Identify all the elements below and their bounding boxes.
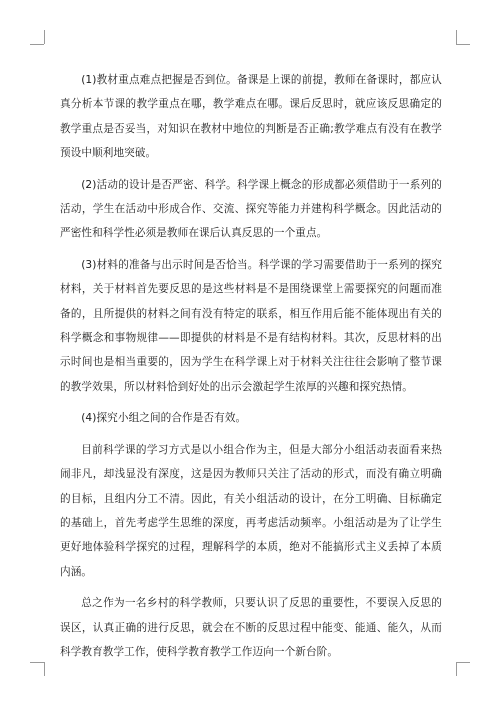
paragraph-2: (2)活动的设计是否严密、科学。科学课上概念的形成都必须借助于一系列的活动，学生在活动中形成合作、交流、探究等能力并建构科学概念。因此活动的严密性和科学性必须是教师在课后认真反思的一个重点。 <box>60 178 442 240</box>
crop-mark-bottom-left-v <box>44 662 45 676</box>
paragraph-1: (1)教材重点难点把握是否到位。备课是上课的前提，教师在备课时，都应认真分析本节课的教学重点在哪，教学难点在哪。课后反思时，就应该反思确定的教学重点是否妥当，对知识在教材中地位的判断是否正确;教学难点有没有在教学预设中顺利地突破。 <box>60 74 442 160</box>
crop-mark-top-right-h <box>456 44 470 45</box>
crop-mark-top-left-v <box>44 30 45 44</box>
crop-mark-top-left-h <box>30 44 44 45</box>
document-body <box>60 68 442 671</box>
paragraph-3: (3)材料的准备与出示时间是否恰当。科学课的学习需要借助于一系列的探究材料，关于材料首先要反思的是这些材料是不是围绕课堂上需要探究的问题而准备的，且所提供的材料之间有没有特定的联系，相互作用后能不能体现出有关的科学概念和事物规律——即提供的材料是不是有结构材料。其次，反思材料的出示时间也是相当重要的，因为学生在科学课上对于材料关注往往会影响了整节课的教学效果，所以材料恰到好处的出示会激起学生浓厚的兴趣和探究热情。 <box>60 258 442 393</box>
crop-mark-bottom-left-h <box>30 662 44 663</box>
paragraph-5: 目前科学课的学习方式是以小组合作为主，但是大部分小组活动表面看来热闹非凡，却浅显没有深度，这是因为教师只关注了活动的形式，而没有确立明确的目标，且组内分工不清。因此，有关小组活动的设计，在分工明确、目标确定的基础上，首先考虑学生思维的深度，再考虑活动频率。小组活动是为了让学生更好地体验科学探究的过程，理解科学的本质，绝对不能搞形式主义丢掉了本质内涵。 <box>60 443 442 578</box>
crop-mark-top-right-v <box>456 30 457 44</box>
crop-mark-bottom-right-v <box>456 662 457 676</box>
crop-mark-bottom-right-h <box>456 662 470 663</box>
paragraph-4: (4)探究小组之间的合作是否有效。 <box>81 412 247 425</box>
paragraph-6: 总之作为一名乡村的科学教师，只要认识了反思的重要性，不要误入反思的误区，认真正确的进行反思，就会在不断的反思过程中能变、能通、能久，从而科学教育教学工作，使科学教育教学工作迈向一个新台阶。 <box>60 597 442 658</box>
